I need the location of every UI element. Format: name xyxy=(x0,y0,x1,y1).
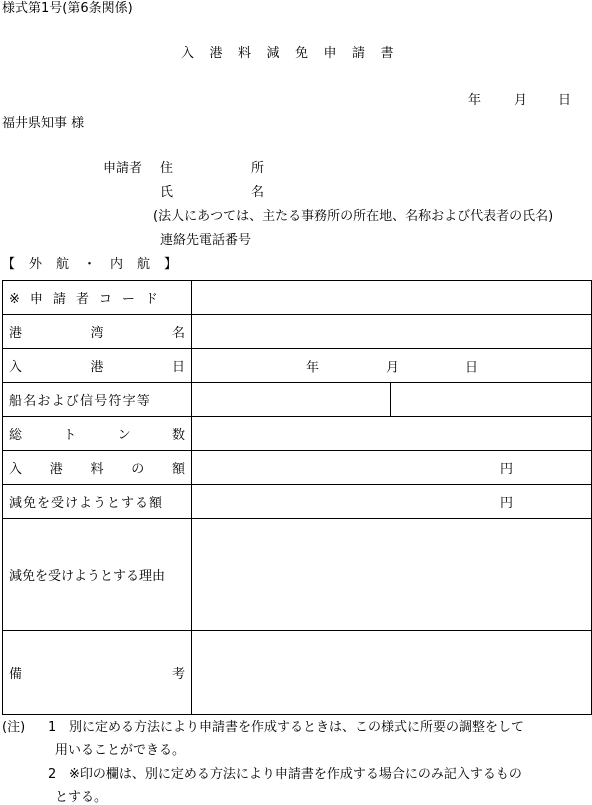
remarks-field[interactable] xyxy=(192,631,592,715)
port-char-2: 湾 xyxy=(90,326,104,341)
entry-char-3: 日 xyxy=(171,360,185,375)
fee-char-4: の xyxy=(131,462,145,477)
address-char-1: 住 xyxy=(160,161,174,176)
remarks-label xyxy=(3,631,192,715)
row-reduction-amount xyxy=(3,485,592,519)
applicant-code-field[interactable] xyxy=(192,281,592,315)
voyage-type: 【外航・内航】 xyxy=(2,257,192,272)
entry-char-2: 港 xyxy=(90,360,104,375)
row-remarks xyxy=(3,631,592,715)
port-fee-yen-unit: 円 xyxy=(499,462,513,477)
notes-prefix: (注) xyxy=(2,720,26,735)
fee-char-2: 港 xyxy=(49,462,63,477)
name-char-2: 名 xyxy=(250,185,264,200)
note-1-number: 1 xyxy=(48,720,57,735)
applicant-code-label: ※申請者コード xyxy=(3,281,192,315)
applicant-phone-label: 連絡先電話番号 xyxy=(160,233,252,248)
gross-tonnage-field[interactable] xyxy=(192,417,592,451)
row-gross-tonnage xyxy=(3,417,592,451)
reduction-amount-field[interactable] xyxy=(192,485,592,519)
date-day-label: 日 xyxy=(558,93,572,108)
remarks-char-1: 備 xyxy=(9,667,23,682)
date-year-label: 年 xyxy=(468,93,482,108)
entry-date-field[interactable] xyxy=(192,349,592,383)
remarks-char-2: 考 xyxy=(171,667,185,682)
port-fee-field[interactable] xyxy=(192,451,592,485)
port-fee-label xyxy=(3,451,192,485)
gross-tonnage-label xyxy=(3,417,192,451)
port-char-3: 名 xyxy=(171,326,185,341)
entry-date-label xyxy=(3,349,192,383)
ship-name-field[interactable] xyxy=(192,383,391,417)
fee-char-5: 額 xyxy=(171,462,185,477)
row-port-name xyxy=(3,315,592,349)
signal-code-field[interactable] xyxy=(391,383,592,417)
reason-label: 減免を受けようとする理由 xyxy=(3,519,192,631)
reason-field[interactable] xyxy=(192,519,592,631)
application-table xyxy=(2,280,592,715)
note-1-line-1: 別に定める方法により申請書を作成するときは、この様式に所要の調整をして xyxy=(69,720,525,735)
entry-date-year-unit: 年 xyxy=(306,360,320,375)
applicant-address-label xyxy=(160,162,264,175)
ton-char-4: 数 xyxy=(171,428,185,443)
applicant-corp-note: (法人にあつては、主たる事務所の所在地、名称および代表者の氏名) xyxy=(153,209,554,224)
row-ship-name xyxy=(3,383,592,417)
reduction-amount-label: 減免を受けようとする額 xyxy=(3,485,192,519)
name-char-1: 氏 xyxy=(160,185,174,200)
entry-char-1: 入 xyxy=(9,360,23,375)
note-2-line-1: ※印の欄は、別に定める方法により申請書を作成する場合にのみ記入するもの xyxy=(69,767,522,782)
applicant-name-label xyxy=(160,186,264,199)
port-name-label xyxy=(3,315,192,349)
addressee: 福井県知事 様 xyxy=(2,116,85,131)
note-2-line-2: とする。 xyxy=(55,790,108,805)
date-month-label: 月 xyxy=(514,93,528,108)
fee-char-3: 料 xyxy=(90,462,104,477)
entry-date-day-unit: 日 xyxy=(465,360,479,375)
page-title: 入港料減免申請書 xyxy=(181,46,410,61)
applicant-label: 申請者 xyxy=(103,161,143,176)
port-name-field[interactable] xyxy=(192,315,592,349)
fee-char-1: 入 xyxy=(9,462,23,477)
ton-char-3: ン xyxy=(117,428,131,443)
form-number: 様式第1号(第6条関係) xyxy=(2,1,133,16)
row-reason xyxy=(3,519,592,631)
row-port-fee xyxy=(3,451,592,485)
row-entry-date xyxy=(3,349,592,383)
row-applicant-code xyxy=(3,281,592,315)
reduction-yen-unit: 円 xyxy=(499,496,513,511)
address-char-2: 所 xyxy=(250,161,264,176)
note-2-number: 2 xyxy=(48,767,57,782)
ton-char-2: ト xyxy=(63,428,77,443)
ship-name-label: 船名および信号符字等 xyxy=(3,383,192,417)
note-1-line-2: 用いることができる。 xyxy=(55,743,186,758)
ton-char-1: 総 xyxy=(9,428,23,443)
port-char-1: 港 xyxy=(9,326,23,341)
entry-date-month-unit: 月 xyxy=(386,360,400,375)
